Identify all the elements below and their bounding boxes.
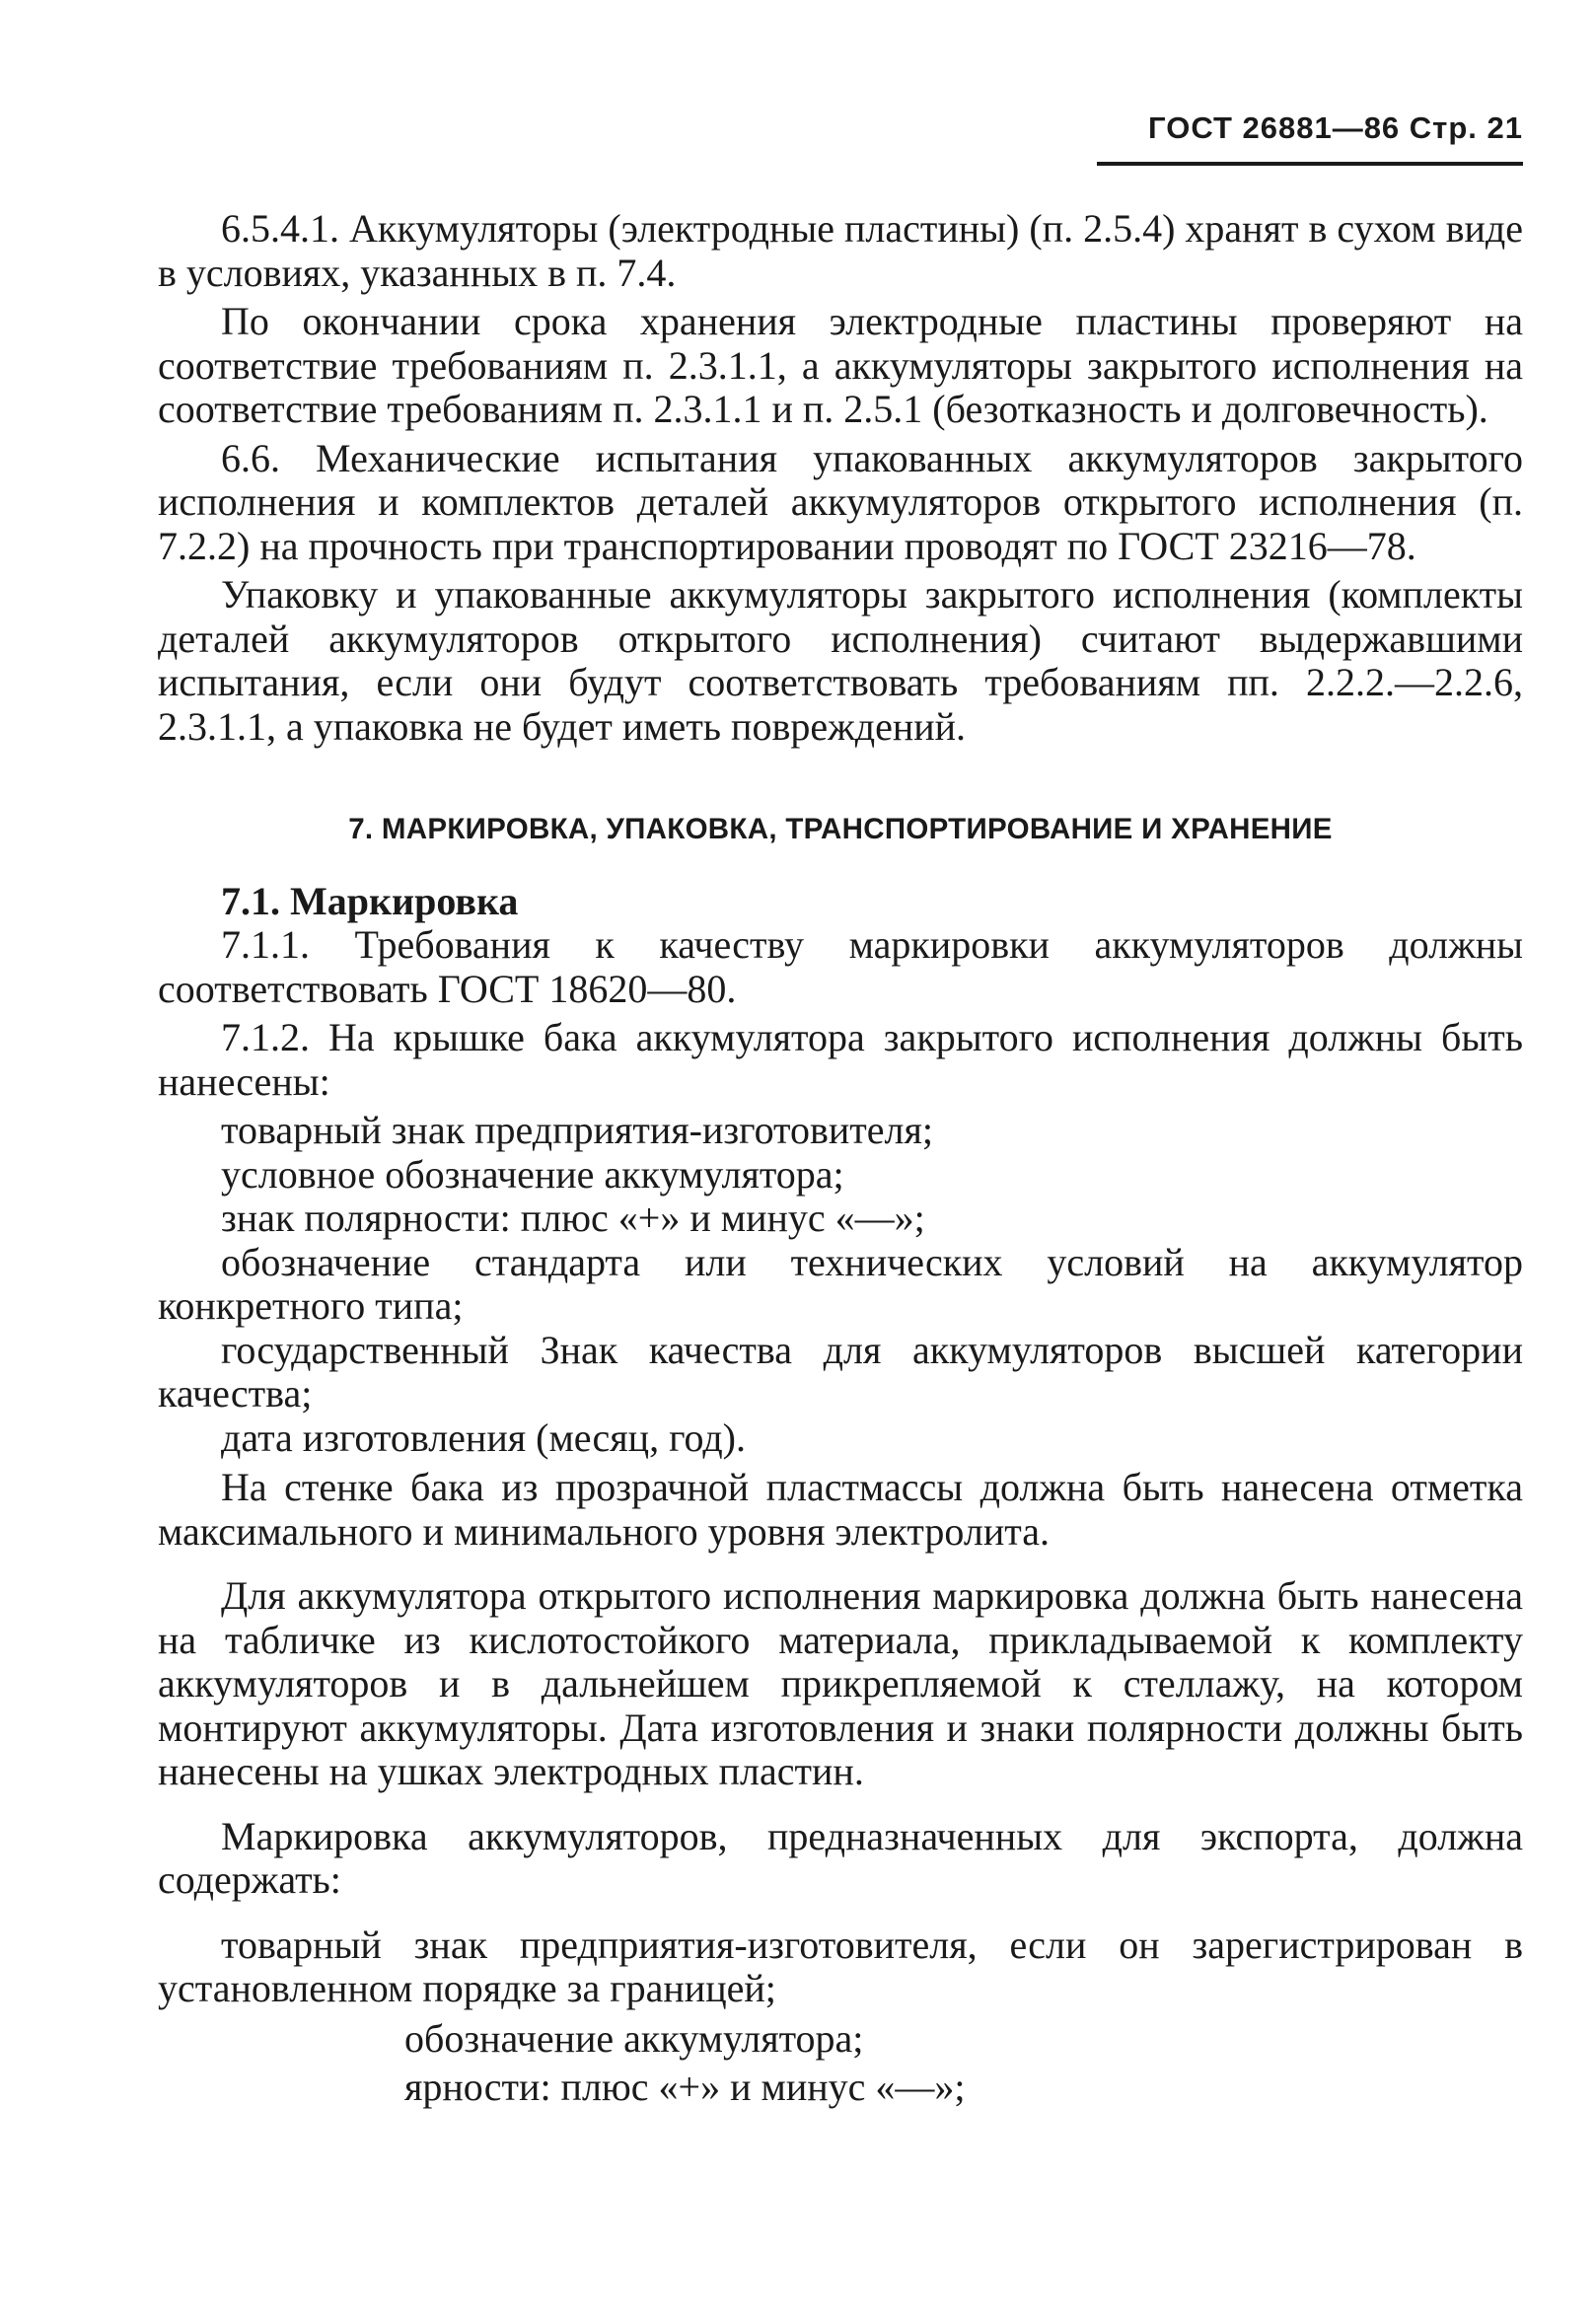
list-item: обозначение стандарта или технических условий на аккумулятор конкретного типа; <box>158 1239 1523 1328</box>
export-marking-list <box>158 1923 1523 2011</box>
paragraph-66: 6.6. Механические испытания упакованных аккумуляторов закрытого исполнения и комплектов деталей аккумуляторов открытого исполнения (п. 7.2.2) на прочность при транспортировании проводят по ГОСТ 23216—78. <box>158 435 1523 568</box>
list-item-partial: обозначение аккумулятора; <box>404 2015 864 2061</box>
paragraph-packaging-test: Упаковку и упакованные аккумуляторы закрытого исполнения (комплекты деталей аккумуляторов открытого исполнения) считают выдержавшими испытания, если они будут соответствовать требованиям пп. 2.2.2.—2.2.6, 2.3.1.1, а упаковка не будет иметь повреждений. <box>158 572 1523 749</box>
paragraph-6541: 6.5.4.1. Аккумуляторы (электродные пластины) (п. 2.5.4) хранят в сухом виде в условиях, указанных в п. 7.4. <box>158 206 1523 295</box>
list-item: знак полярности: плюс «+» и минус «—»; <box>221 1196 925 1240</box>
document-body <box>158 207 1523 2115</box>
paragraph-711: 7.1.1. Требования к качеству маркировки аккумуляторов должны соответствовать ГОСТ 18620—80. <box>158 922 1523 1011</box>
list-item-partial: ярности: плюс «+» и минус «—»; <box>404 2065 966 2109</box>
page-header: ГОСТ 26881—86 Стр. 21 <box>1148 110 1523 145</box>
paragraph-storage-check: По окончании срока хранения электродные пластины проверяют на соответствие требованиям п. 2.3.1.1, а аккумуляторы закрытого исполнения на соответствие требованиям п. 2.3.1.1 и п. 2.5.1 (безотказность и долговечность). <box>158 299 1523 431</box>
list-item: товарный знак предприятия-изготовителя; <box>221 1108 933 1152</box>
list-item: условное обозначение аккумулятора; <box>221 1151 844 1197</box>
section-title: 7. МАРКИРОВКА, УПАКОВКА, ТРАНСПОРТИРОВАНИЕ И ХРАНЕНИЕ <box>348 813 1333 845</box>
list-item: товарный знак предприятия-изготовителя, если он зарегистрирован в установленном порядке за границей; <box>158 1922 1523 2010</box>
marking-list <box>158 1109 1523 1460</box>
subsection-heading: 7.1. Маркировка <box>221 878 519 923</box>
paragraph-712: 7.1.2. На крышке бака аккумулятора закрытого исполнения должны быть нанесены: <box>158 1015 1523 1104</box>
paragraph-tank-wall: На стенке бака из прозрачной пластмассы должна быть нанесена отметка максимального и минимального уровня электролита. <box>158 1465 1523 1554</box>
paragraph-open-battery: Для аккумулятора открытого исполнения маркировка должна быть нанесена на табличке из кислотостойкого материала, прикладываемой к комплекту аккумуляторов и в дальнейшем прикрепляемой к стеллажу, на котором монтируют аккумуляторы. Дата изготовления и знаки полярности должны быть нанесены на ушках электродных пластин. <box>158 1573 1523 1793</box>
list-item: государственный Знак качества для аккумуляторов высшей категории качества; <box>158 1327 1523 1415</box>
list-item: дата изготовления (месяц, год). <box>221 1415 746 1460</box>
header-rule <box>1097 162 1523 166</box>
paragraph-export: Маркировка аккумуляторов, предназначенных для экспорта, должна содержать: <box>158 1813 1523 1902</box>
